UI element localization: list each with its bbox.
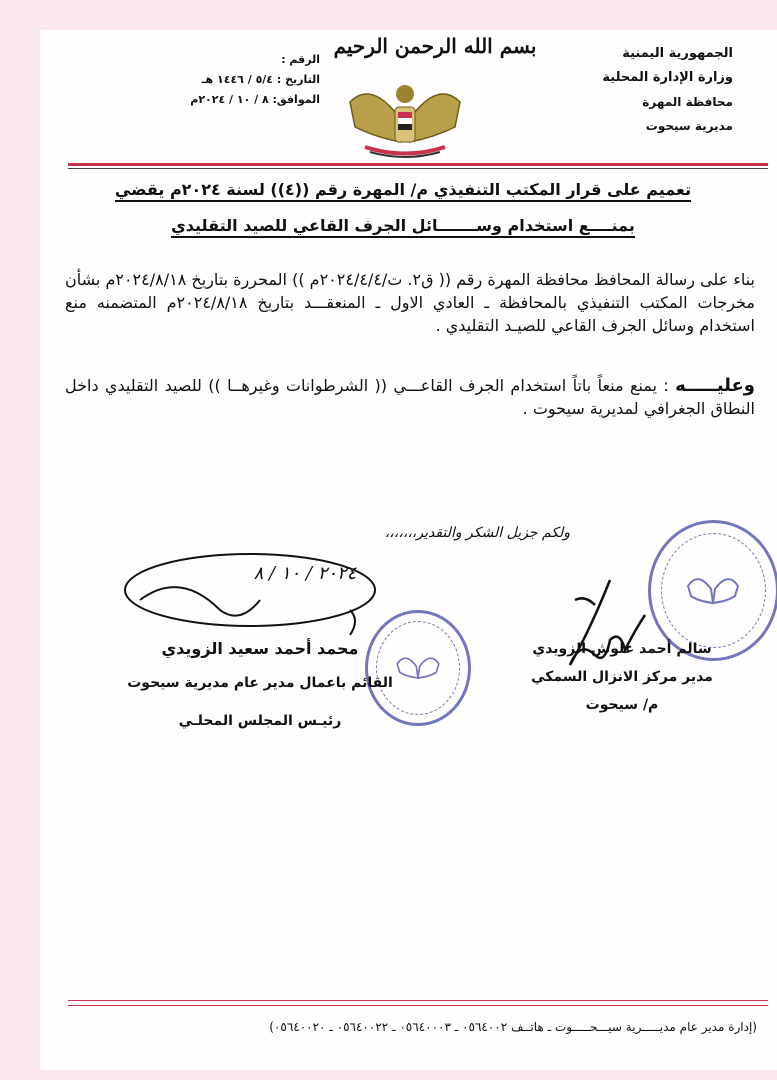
signatory-right-place: م/ سيحوت <box>585 697 659 713</box>
footer-contact: (إدارة مدير عام مديـــــرية سيـــحـــــوت ـ هاتــف ٠٥٦٤٠٠٢ ـ ٠٥٦٤٠٠٠٣ ـ ٠٥٦٤٠٠٢٢ ـ ٠٥٦٤٠٠٢٠) <box>269 1020 757 1034</box>
ministry-name: وزارة الإدارة المحلية <box>602 70 733 85</box>
ref-label: الرقم : <box>281 53 320 66</box>
hijri-date: التاريخ : ٥/٤ / ١٤٤٦ هـ <box>201 73 320 86</box>
signatory-left-role: رئيـس المجلس المحلـي <box>178 713 342 729</box>
directorate-name: مديرية سيحوت <box>645 119 733 133</box>
yemen-emblem-icon <box>340 72 470 162</box>
signature-date: ٢٠٢٤ / ١٠ / ٨ <box>253 563 357 584</box>
basmala: بسم الله الرحمن الرحيم <box>333 34 537 58</box>
governorate-name: محافظة المهرة <box>642 95 733 109</box>
signatory-right <box>507 635 737 719</box>
decision-text: : يمنع منعاً باتاً استخدام الجرف القاعـــي (( الشرطوانات وغيرهــا )) للصيد التقليدي داخل النطاق الجغرافي لمديرية سيحوت . <box>65 376 755 418</box>
signature-left <box>120 540 420 644</box>
body-paragraph-1: بناء على رسالة المحافظ محافظة المهرة رقم (( ق٢. ت/٢٠٢٤/٤/٤م )) المحررة بتاريخ ٢٠٢٤/٨/١٨م بشأن مخرجات المكتب التنفيذي بالمحافظة ـ العادي الاول ـ المنعقـــد بتاريخ ٢٠٢٤/٨/١٨م المتضمنه منع استخدام وسائل الجرف القاعي للصيـد التقليدي . <box>65 270 756 335</box>
title-line-1: تعميم على قرار المكتب التنفيذي م/ المهرة رقم ((٤)) لسنة ٢٠٢٤م يقضي <box>73 180 733 199</box>
title-line-2: بمنــــع استخدام وســـــــائل الجرف القاعي للصيد التقليدي <box>73 216 733 235</box>
footer-divider <box>68 1000 768 1001</box>
signatory-right-name: سالم أحمد علوش الزويدي <box>532 641 712 657</box>
header-divider-thin <box>68 168 768 169</box>
country-name: الجمهورية اليمنية <box>622 46 733 61</box>
gregorian-date: الموافق: ٨ / ١٠ / ٢٠٢٤م <box>190 93 320 106</box>
signatory-right-title: مدير مركز الانزال السمكي <box>531 669 713 685</box>
decision-lead: وعليـــــه <box>675 375 755 396</box>
body-paragraph-2 <box>65 374 755 420</box>
signatory-left-title: القائم باعمال مدير عام مديرية سيحوت <box>127 675 393 691</box>
signatory-left-name: محمد أحمد سعيد الزويدي <box>161 639 359 658</box>
closing-greeting: ولكم جزيل الشكر والتقدير،،،،،،، <box>384 525 570 541</box>
signatory-left <box>110 635 410 735</box>
header-divider <box>68 163 768 166</box>
letterhead-left <box>110 50 320 110</box>
footer-divider-2 <box>68 1005 768 1006</box>
document-page <box>40 30 777 1070</box>
